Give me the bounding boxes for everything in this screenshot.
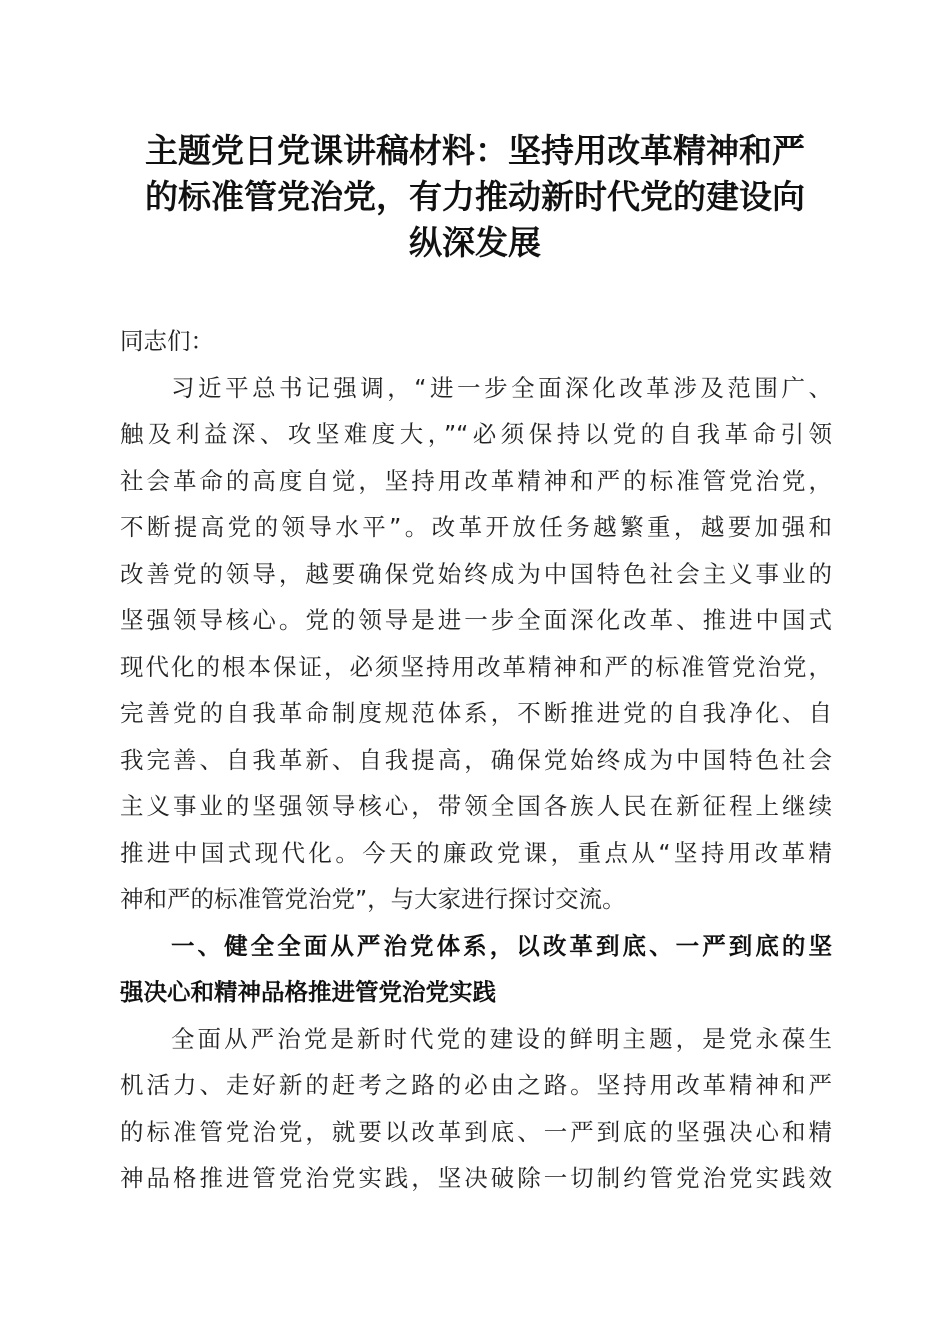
paragraph-line: 全面从严治党是新时代党的建设的鲜明主题，是党永葆生 bbox=[171, 1024, 832, 1053]
section-paragraph bbox=[120, 1016, 832, 1202]
paragraph-line: 社会革命的高度自觉，坚持用改革精神和严的标准管党治党， bbox=[120, 466, 832, 495]
paragraph-line: 推进中国式现代化。今天的廉政党课，重点从“坚持用改革精 bbox=[120, 838, 832, 867]
paragraph-line: 的标准管党治党，就要以改革到底、一严到底的坚强决心和精 bbox=[120, 1117, 832, 1146]
title-line: 主题党日党课讲稿材料：坚持用改革精神和严 bbox=[145, 131, 805, 170]
paragraph-line: 现代化的根本保证，必须坚持用改革精神和严的标准管党治党， bbox=[120, 652, 832, 681]
paragraph-line: 习近平总书记强调，“进一步全面深化改革涉及范围广、 bbox=[171, 373, 832, 402]
heading-line: 一、健全全面从严治党体系，以改革到底、一严到底的坚 bbox=[171, 931, 832, 960]
document-body bbox=[120, 318, 832, 1202]
intro-paragraph bbox=[120, 365, 832, 923]
paragraph-line: 主义事业的坚强领导核心，带领全国各族人民在新征程上继续 bbox=[120, 792, 832, 820]
paragraph-line: 触及利益深、攻坚难度大，”“必须保持以党的自我革命引领 bbox=[120, 420, 832, 448]
paragraph-line: 机活力、走好新的赶考之路的必由之路。坚持用改革精神和严 bbox=[120, 1071, 832, 1099]
title-line: 的标准管党治党，有力推动新时代党的建设向 bbox=[145, 177, 805, 216]
paragraph-line: 坚强领导核心。党的领导是进一步全面深化改革、推进中国式 bbox=[120, 606, 832, 634]
paragraph-line: 不断提高党的领导水平”。改革开放任务越繁重，越要加强和 bbox=[120, 513, 832, 541]
paragraph-line: 改善党的领导，越要确保党始终成为中国特色社会主义事业的 bbox=[120, 559, 832, 588]
paragraph-line: 神和严的标准管党治党”，与大家进行探讨交流。 bbox=[120, 885, 626, 913]
paragraph-line: 神品格推进管党治党实践，坚决破除一切制约管党治党实践效 bbox=[120, 1164, 832, 1192]
heading-line: 强决心和精神品格推进管党治党实践 bbox=[120, 978, 496, 1006]
section-heading bbox=[120, 923, 832, 1016]
document-title bbox=[118, 128, 832, 266]
paragraph-line: 我完善、自我革新、自我提高，确保党始终成为中国特色社会 bbox=[120, 745, 832, 774]
title-line: 纵深发展 bbox=[409, 223, 541, 262]
paragraph-line: 完善党的自我革命制度规范体系，不断推进党的自我净化、自 bbox=[120, 699, 832, 727]
salutation: 同志们： bbox=[120, 327, 214, 355]
